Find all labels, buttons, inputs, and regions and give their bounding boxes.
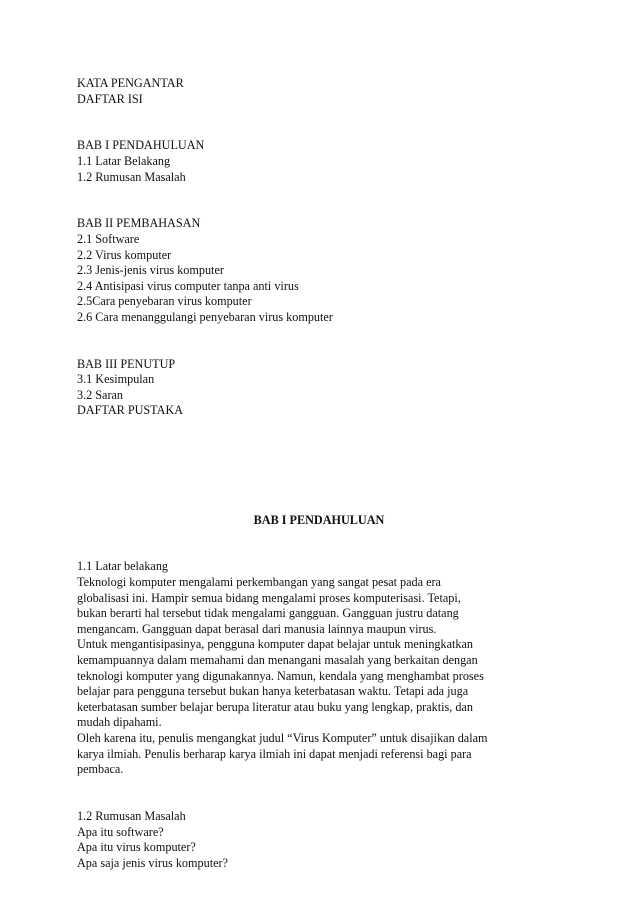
toc-daftar-pustaka: DAFTAR PUSTAKA — [77, 403, 184, 418]
paragraph-line: Teknologi komputer mengalami perkembangan yang sangat pesat pada era — [77, 575, 441, 589]
toc-item: 2.2 Virus komputer — [77, 247, 172, 262]
spacer — [77, 544, 577, 560]
toc-item: 2.3 Jenis-jenis virus komputer — [77, 263, 224, 278]
paragraph-line: karya ilmiah. Penulis berharap karya ilmiah ini dapat menjadi referensi bagi para — [77, 746, 472, 761]
paragraph-line: pembaca. — [77, 762, 124, 777]
toc-item: 1.1 Latar Belakang — [77, 153, 171, 168]
paragraph-line: globalisasi ini. Hampir semua bidang mengalami proses komputerisasi. Tetapi, — [77, 590, 461, 605]
spacer — [77, 419, 577, 435]
spacer — [77, 341, 577, 357]
spacer — [77, 201, 577, 217]
spacer — [77, 778, 577, 794]
spacer — [77, 435, 577, 451]
paragraph-line: bukan berarti hal tersebut tidak mengalami gangguan. Gangguan justru datang — [77, 606, 459, 621]
spacer — [77, 123, 577, 139]
toc-item: 3.2 Saran — [77, 387, 124, 402]
toc-kata-pengantar: KATA PENGANTAR — [77, 76, 184, 90]
spacer — [77, 528, 577, 544]
toc-bab1-title: BAB I PENDAHULUAN — [77, 138, 205, 153]
paragraph-line: teknologi komputer yang digunakannya. Namun, kendala yang menghambat proses — [77, 668, 484, 683]
paragraph-line: Oleh karena itu, penulis mengangkat judul “Virus Komputer” untuk disajikan dalam — [77, 730, 488, 745]
spacer — [77, 450, 577, 466]
paragraph-line: kemampuannya dalam memahami dan menangani masalah yang berkaitan dengan — [77, 652, 478, 667]
spacer — [77, 466, 577, 482]
toc-bab3 — [77, 357, 577, 419]
toc-bab2 — [77, 216, 577, 325]
toc-bab1 — [77, 138, 577, 185]
spacer — [77, 497, 577, 513]
toc-item: 2.4 Antisipasi virus computer tanpa anti virus — [77, 278, 299, 293]
toc-bab2-title: BAB II PEMBAHASAN — [77, 216, 201, 231]
paragraph-line: keterbatasan sumber belajar berupa literatur atau buku yang lengkap, praktis, dan — [77, 699, 473, 714]
section-heading: 1.1 Latar belakang — [77, 559, 169, 574]
toc-bab3-title: BAB III PENUTUP — [77, 356, 176, 371]
document-page — [77, 76, 577, 871]
toc-item: 2.6 Cara menanggulangi penyebaran virus komputer — [77, 309, 333, 324]
paragraph-line: mengancam. Gangguan dapat berasal dari manusia lainnya maupun virus. — [77, 621, 437, 636]
toc-item: 3.1 Kesimpulan — [77, 372, 155, 387]
spacer — [77, 481, 577, 497]
paragraph-line: Untuk mengantisipasinya, pengguna komputer dapat belajar untuk meningkatkan — [77, 637, 473, 652]
toc-daftar-isi: DAFTAR ISI — [77, 91, 143, 106]
toc-item: 2.5Cara penyebaran virus komputer — [77, 294, 252, 309]
question-line: Apa itu software? — [77, 824, 164, 839]
spacer — [77, 793, 577, 809]
question-line: Apa saja jenis virus komputer? — [77, 855, 228, 870]
spacer — [77, 185, 577, 201]
section-heading: 1.2 Rumusan Masalah — [77, 808, 186, 823]
spacer — [77, 107, 577, 123]
section-rumusan-masalah — [77, 809, 577, 871]
toc-item: 1.2 Rumusan Masalah — [77, 169, 186, 184]
paragraph-line: belajar para pengguna tersebut bukan hanya keterbatasan waktu. Tetapi ada juga — [77, 684, 469, 699]
spacer — [77, 326, 577, 342]
question-line: Apa itu virus komputer? — [77, 840, 196, 855]
toc-item: 2.1 Software — [77, 231, 140, 246]
toc-front — [77, 76, 577, 107]
chapter-title: BAB I PENDAHULUAN — [253, 512, 385, 527]
section-latar-belakang — [77, 559, 577, 777]
paragraph-line: mudah dipahami. — [77, 715, 162, 730]
